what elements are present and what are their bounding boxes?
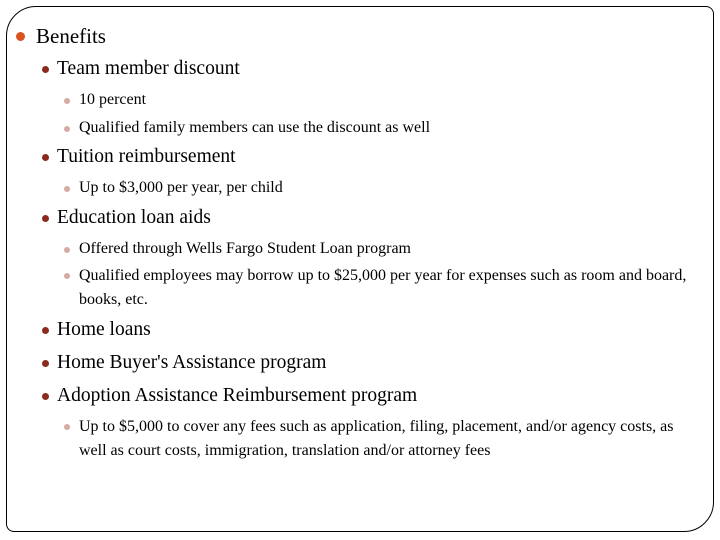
bullet-item bbox=[57, 319, 151, 341]
bullet-item bbox=[57, 58, 240, 80]
bullet-item bbox=[79, 240, 411, 258]
bullet-icon bbox=[42, 393, 49, 400]
bullet-item bbox=[57, 207, 211, 229]
bullet-icon bbox=[42, 360, 49, 367]
bullet-item bbox=[57, 352, 326, 374]
bullet-icon bbox=[42, 327, 49, 334]
bullet-item bbox=[79, 264, 689, 312]
bullet-item bbox=[79, 179, 283, 197]
bullet-item bbox=[36, 24, 106, 49]
bullet-icon bbox=[42, 215, 49, 222]
bullet-icon bbox=[64, 424, 70, 430]
bullet-text: Up to $3,000 per year, per child bbox=[79, 179, 283, 196]
bullet-icon bbox=[64, 98, 70, 104]
bullet-text: Adoption Assistance Reimbursement program bbox=[57, 385, 418, 406]
bullet-icon bbox=[42, 66, 49, 73]
bullet-icon bbox=[16, 32, 25, 41]
bullet-item bbox=[57, 385, 417, 407]
bullet-text: Offered through Wells Fargo Student Loan program bbox=[79, 240, 411, 257]
bullet-text: Tuition reimbursement bbox=[57, 146, 236, 167]
bullet-text: Qualified family members can use the discount as well bbox=[79, 119, 431, 136]
bullet-text: Home Buyer's Assistance program bbox=[57, 352, 327, 373]
bullet-item bbox=[57, 146, 236, 168]
bullet-text: Education loan aids bbox=[57, 207, 211, 228]
bullet-icon bbox=[64, 247, 70, 253]
bullet-icon bbox=[64, 126, 70, 132]
bullet-text: Team member discount bbox=[57, 58, 240, 79]
bullet-icon bbox=[42, 154, 49, 161]
bullet-text: Home loans bbox=[57, 319, 151, 340]
bullet-text: Up to $5,000 to cover any fees such as application, filing, placement, and/or agency costs, as well as court costs, immigration, translation and/or attorney fees bbox=[79, 418, 674, 459]
bullet-text: Benefits bbox=[36, 24, 106, 48]
bullet-item bbox=[79, 415, 689, 463]
bullet-text: 10 percent bbox=[79, 91, 147, 108]
bullet-icon bbox=[64, 186, 70, 192]
bullet-item bbox=[79, 119, 430, 137]
bullet-text: Qualified employees may borrow up to $25,000 per year for expenses such as room and board, books, etc. bbox=[79, 267, 687, 308]
bullet-icon bbox=[64, 273, 70, 279]
bullet-item bbox=[79, 91, 146, 109]
